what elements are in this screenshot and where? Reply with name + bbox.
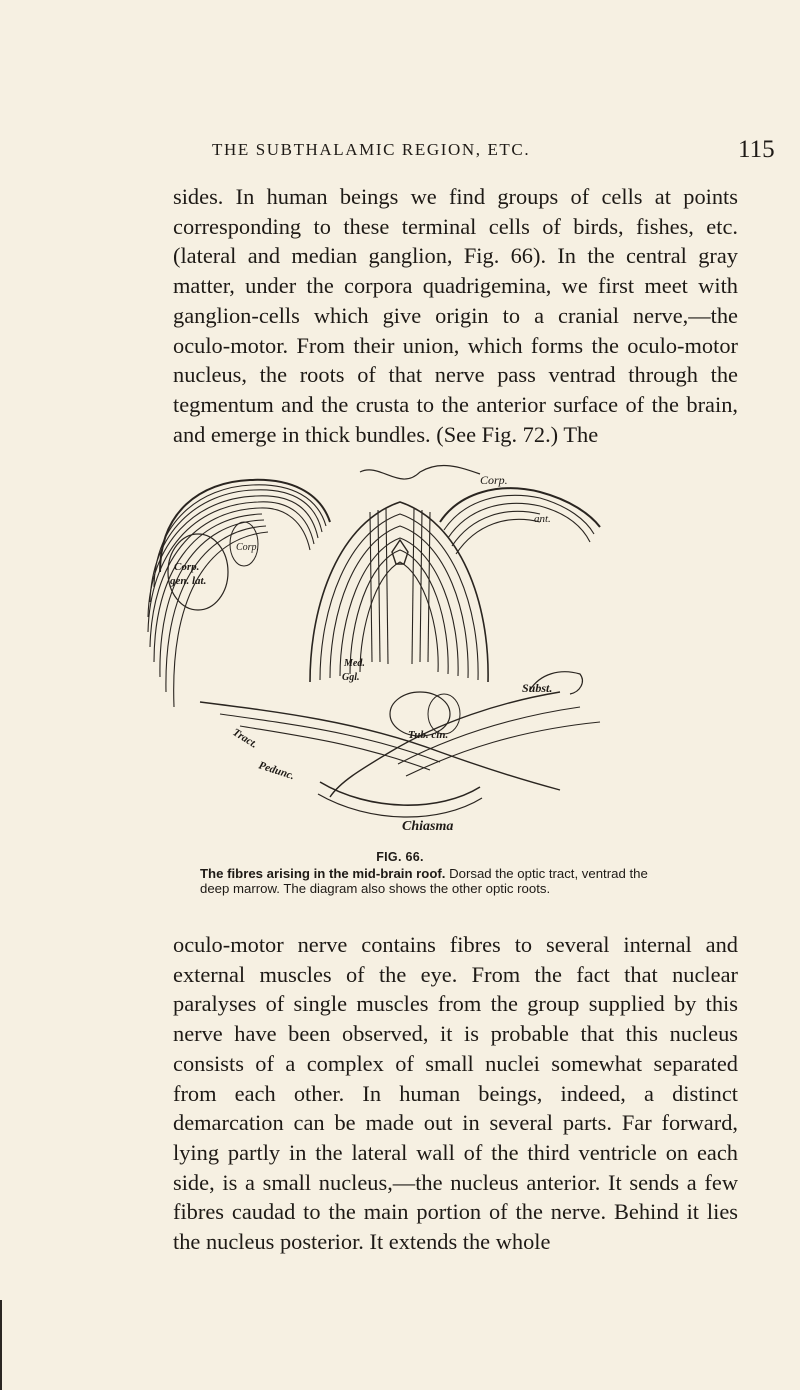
page-edge-line — [0, 1300, 2, 1390]
caption-rest: Dorsad the optic tract, ventrad the deep marrow. The diagram also shows the other optic roots. — [200, 866, 648, 896]
label-tract: Tract. — [230, 726, 260, 751]
figure-66-illustration — [140, 452, 620, 842]
label-tub-cin: Tub. cin. — [408, 729, 449, 741]
page-number: 115 — [738, 136, 775, 163]
figure-caption — [200, 867, 680, 896]
label-ant: ant. — [534, 513, 551, 525]
label-corp-small: Corp. — [236, 542, 260, 553]
body-paragraph-1: sides. In human beings we find groups of cells at points corresponding to these terminal cells of birds, fishes, etc. (lateral and median ganglion, Fig. 66). In the central gray matter, under the corpora quadrigemina, we first meet with ganglion-cells which give origin to a cranial nerve,—the oculo-motor. From their union, which forms the oculo-motor nucleus, the roots of that nerve pass ventrad through the tegmentum and the crusta to the anterior surface of the brain, and emerge in thick bundles. (See Fig. 72.) The — [173, 184, 738, 447]
label-med: Med. — [344, 658, 365, 669]
label-corp-gen-lat: Corp. — [174, 561, 200, 573]
label-pedunc: Pedunc. — [257, 759, 296, 783]
caption-lead: The fibres arising in the mid-brain roof. — [200, 866, 446, 881]
running-header — [0, 136, 800, 166]
label-subst: Subst. — [522, 681, 553, 695]
running-title: THE SUBTHALAMIC REGION, ETC. — [212, 140, 531, 159]
body-paragraph-2: oculo-motor nerve contains fibres to several internal and external muscles of the eye. From the fact that nuclear paralyses of single muscles from the group supplied by this nerve have been observed, it is probable that this nucleus consists of a complex of small nuclei somewhat separated from each other. In human beings, indeed, a distinct demarcation can be made out in several parts. Far forward, lying partly in the lateral wall of the third ventricle on each side, is a small nucleus,—the nucleus anterior. It sends a few fibres caudad to the main portion of the nerve. Behind it lies the nucleus posterior. It extends the whole — [173, 932, 738, 1255]
label-chiasma: Chiasma — [402, 819, 454, 834]
label-corp-ant: Corp. — [480, 473, 508, 487]
label-ggl: Ggl. — [342, 672, 360, 683]
figure-label: FIG. 66. — [376, 850, 424, 864]
label-gen-lat: gen. lat. — [170, 575, 207, 587]
